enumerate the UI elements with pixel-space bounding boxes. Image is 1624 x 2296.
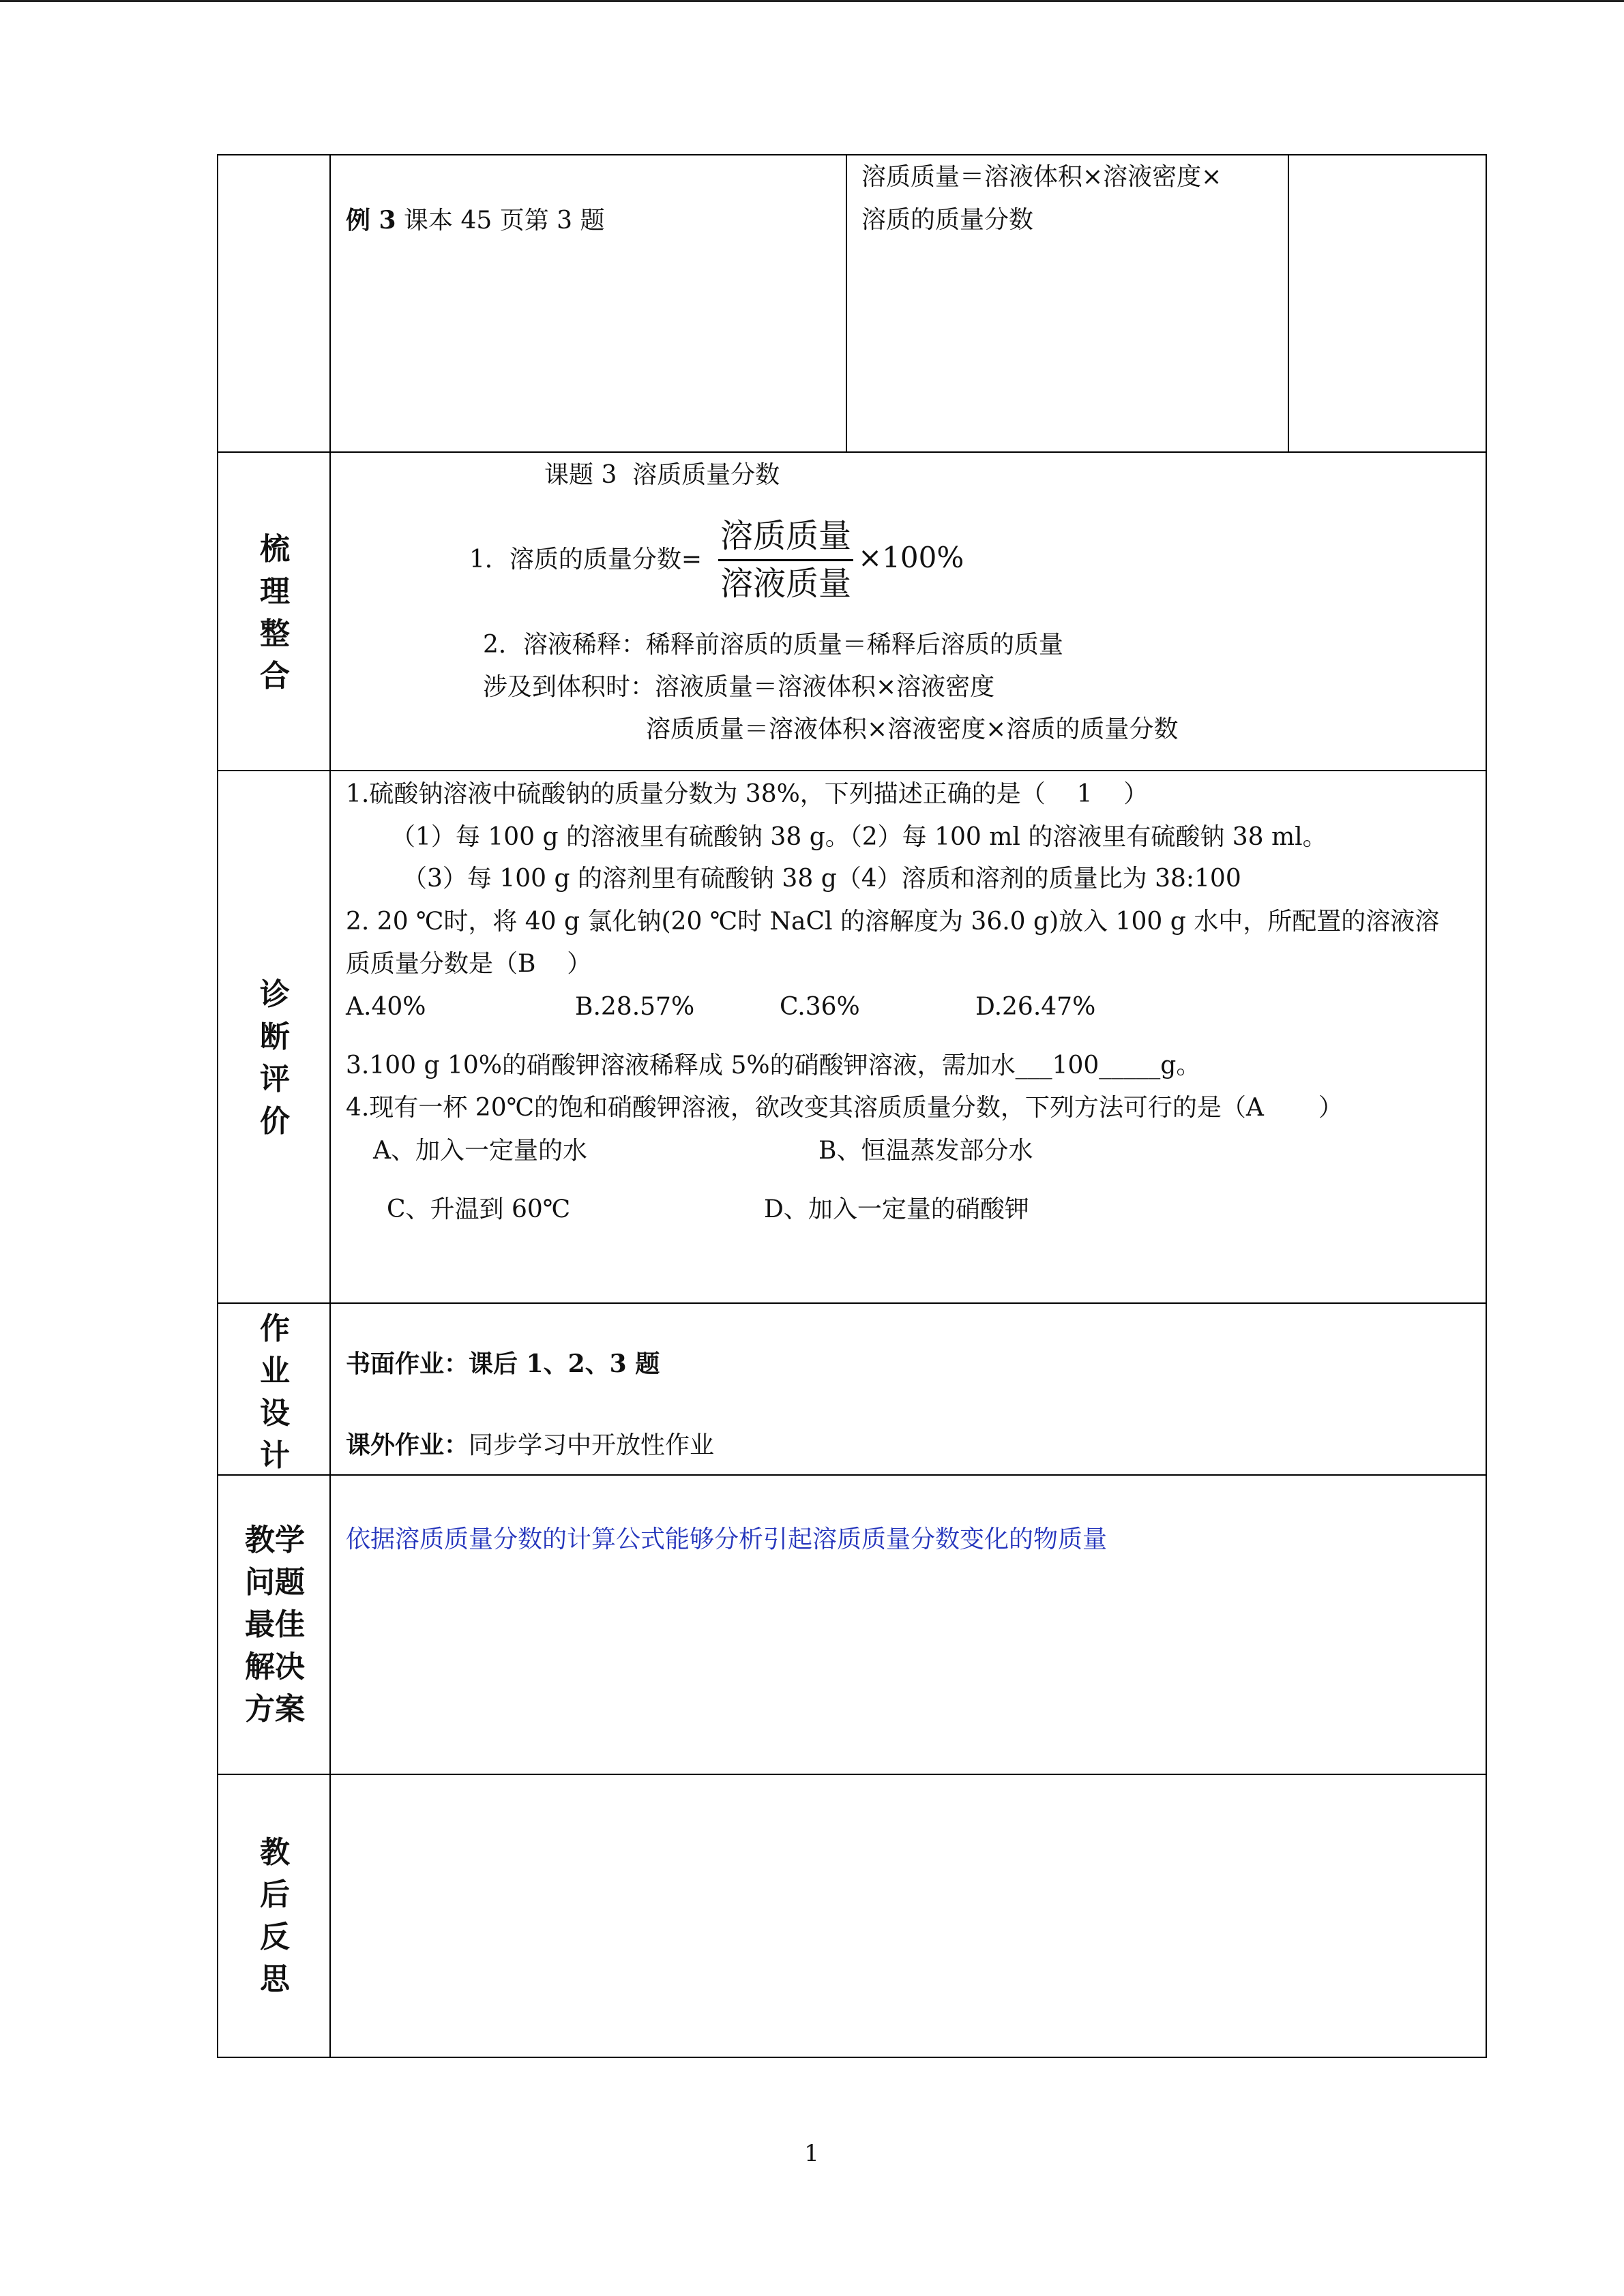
dilution-rule: 2．溶液稀释：稀释前溶质的质量＝稀释后溶质的质量 [483, 631, 1063, 659]
solution-text: 依据溶质质量分数的计算公式能够分析引起溶质质量分数变化的物质量 [346, 1525, 1108, 1553]
question-4-option-a: A、加入一定量的水 [373, 1137, 587, 1165]
row-divider-5 [217, 1774, 1487, 1775]
fraction-suffix: ×100% [858, 541, 964, 574]
table-border-left [217, 154, 218, 2058]
row-divider-1 [217, 451, 1487, 453]
summary-title: 课题 3 溶质质量分数 [544, 461, 780, 489]
row-divider-4 [217, 1474, 1487, 1476]
volume-formula-line-2: 溶质的质量分数 [861, 206, 1034, 234]
volume-rule: 涉及到体积时：溶液质量＝溶液体积×溶液密度 [483, 673, 995, 701]
question-4-option-c: C、升温到 60℃ [387, 1195, 571, 1223]
question-4-option-d: D、加入一定量的硝酸钾 [764, 1195, 1029, 1223]
table-border-bottom [217, 2057, 1487, 2058]
extra-homework: 课外作业：同步学习中开放性作业 [346, 1431, 715, 1459]
homework-side-label: 作 业 设 计 [260, 1311, 290, 1473]
mass-fraction-definition-prefix: 1．溶质的质量分数= [469, 546, 703, 573]
table-border-top [217, 154, 1487, 155]
summary-side-label: 梳 理 整 合 [260, 532, 290, 694]
page-number: 1 [804, 2140, 819, 2167]
table-divider-example-formula [846, 154, 847, 452]
question-2-option-c: C.36% [780, 993, 860, 1021]
fraction-bar [718, 559, 853, 561]
table-border-right [1486, 154, 1487, 2058]
diagnosis-side-label: 诊 断 评 价 [260, 977, 290, 1139]
question-2-line-2: 质质量分数是（B ） [346, 950, 592, 978]
row-divider-3 [217, 1302, 1487, 1304]
question-2-option-a: A.40% [346, 993, 426, 1021]
fraction-numerator: 溶质质量 [720, 517, 851, 555]
reflection-side-label: 教 后 反 思 [260, 1835, 290, 1997]
solution-side-label: 教学 问题 最佳 解决 方案 [245, 1523, 305, 1727]
row-divider-2 [217, 770, 1487, 771]
table-divider-label-column [329, 154, 331, 2058]
fraction-denominator: 溶液质量 [720, 565, 851, 603]
question-2-line-1: 2. 20 ℃时，将 40 g 氯化钠(20 ℃时 NaCl 的溶解度为 36.0 g)放入 100 g 水中，所配置的溶液溶 [346, 908, 1440, 936]
example-reference: 例 3 课本 45 页第 3 题 [346, 206, 605, 235]
question-4: 4.现有一杯 20℃的饱和硝酸钾溶液，欲改变其溶质质量分数，下列方法可行的是（A ） [346, 1094, 1343, 1122]
written-homework: 书面作业：课后 1、2、3 题 [346, 1350, 660, 1378]
question-1-options-b: （3）每 100 g 的溶剂里有硫酸钠 38 g（4）溶质和溶剂的质量比为 38:100 [402, 865, 1241, 893]
question-1: 1.硫酸钠溶液中硫酸钠的质量分数为 38%，下列描述正确的是（ 1 ） [346, 780, 1149, 808]
question-2-option-b: B.28.57% [575, 993, 695, 1021]
question-3: 3.100 g 10%的硝酸钾溶液稀释成 5%的硝酸钾溶液，需加水___100_____g。 [346, 1052, 1201, 1079]
page-top-rule [0, 0, 1624, 2]
question-4-option-b: B、恒温蒸发部分水 [818, 1137, 1033, 1165]
solute-volume-rule: 溶质质量＝溶液体积×溶液密度×溶质的质量分数 [646, 715, 1179, 743]
volume-formula-line-1: 溶质质量＝溶液体积×溶液密度× [861, 163, 1222, 191]
table-divider-formula-blank [1288, 154, 1289, 452]
question-2-option-d: D.26.47% [975, 993, 1096, 1021]
question-1-options-a: （1）每 100 g 的溶液里有硫酸钠 38 g。（2）每 100 ml 的溶液里有硫酸钠 38 ml。 [391, 823, 1327, 851]
